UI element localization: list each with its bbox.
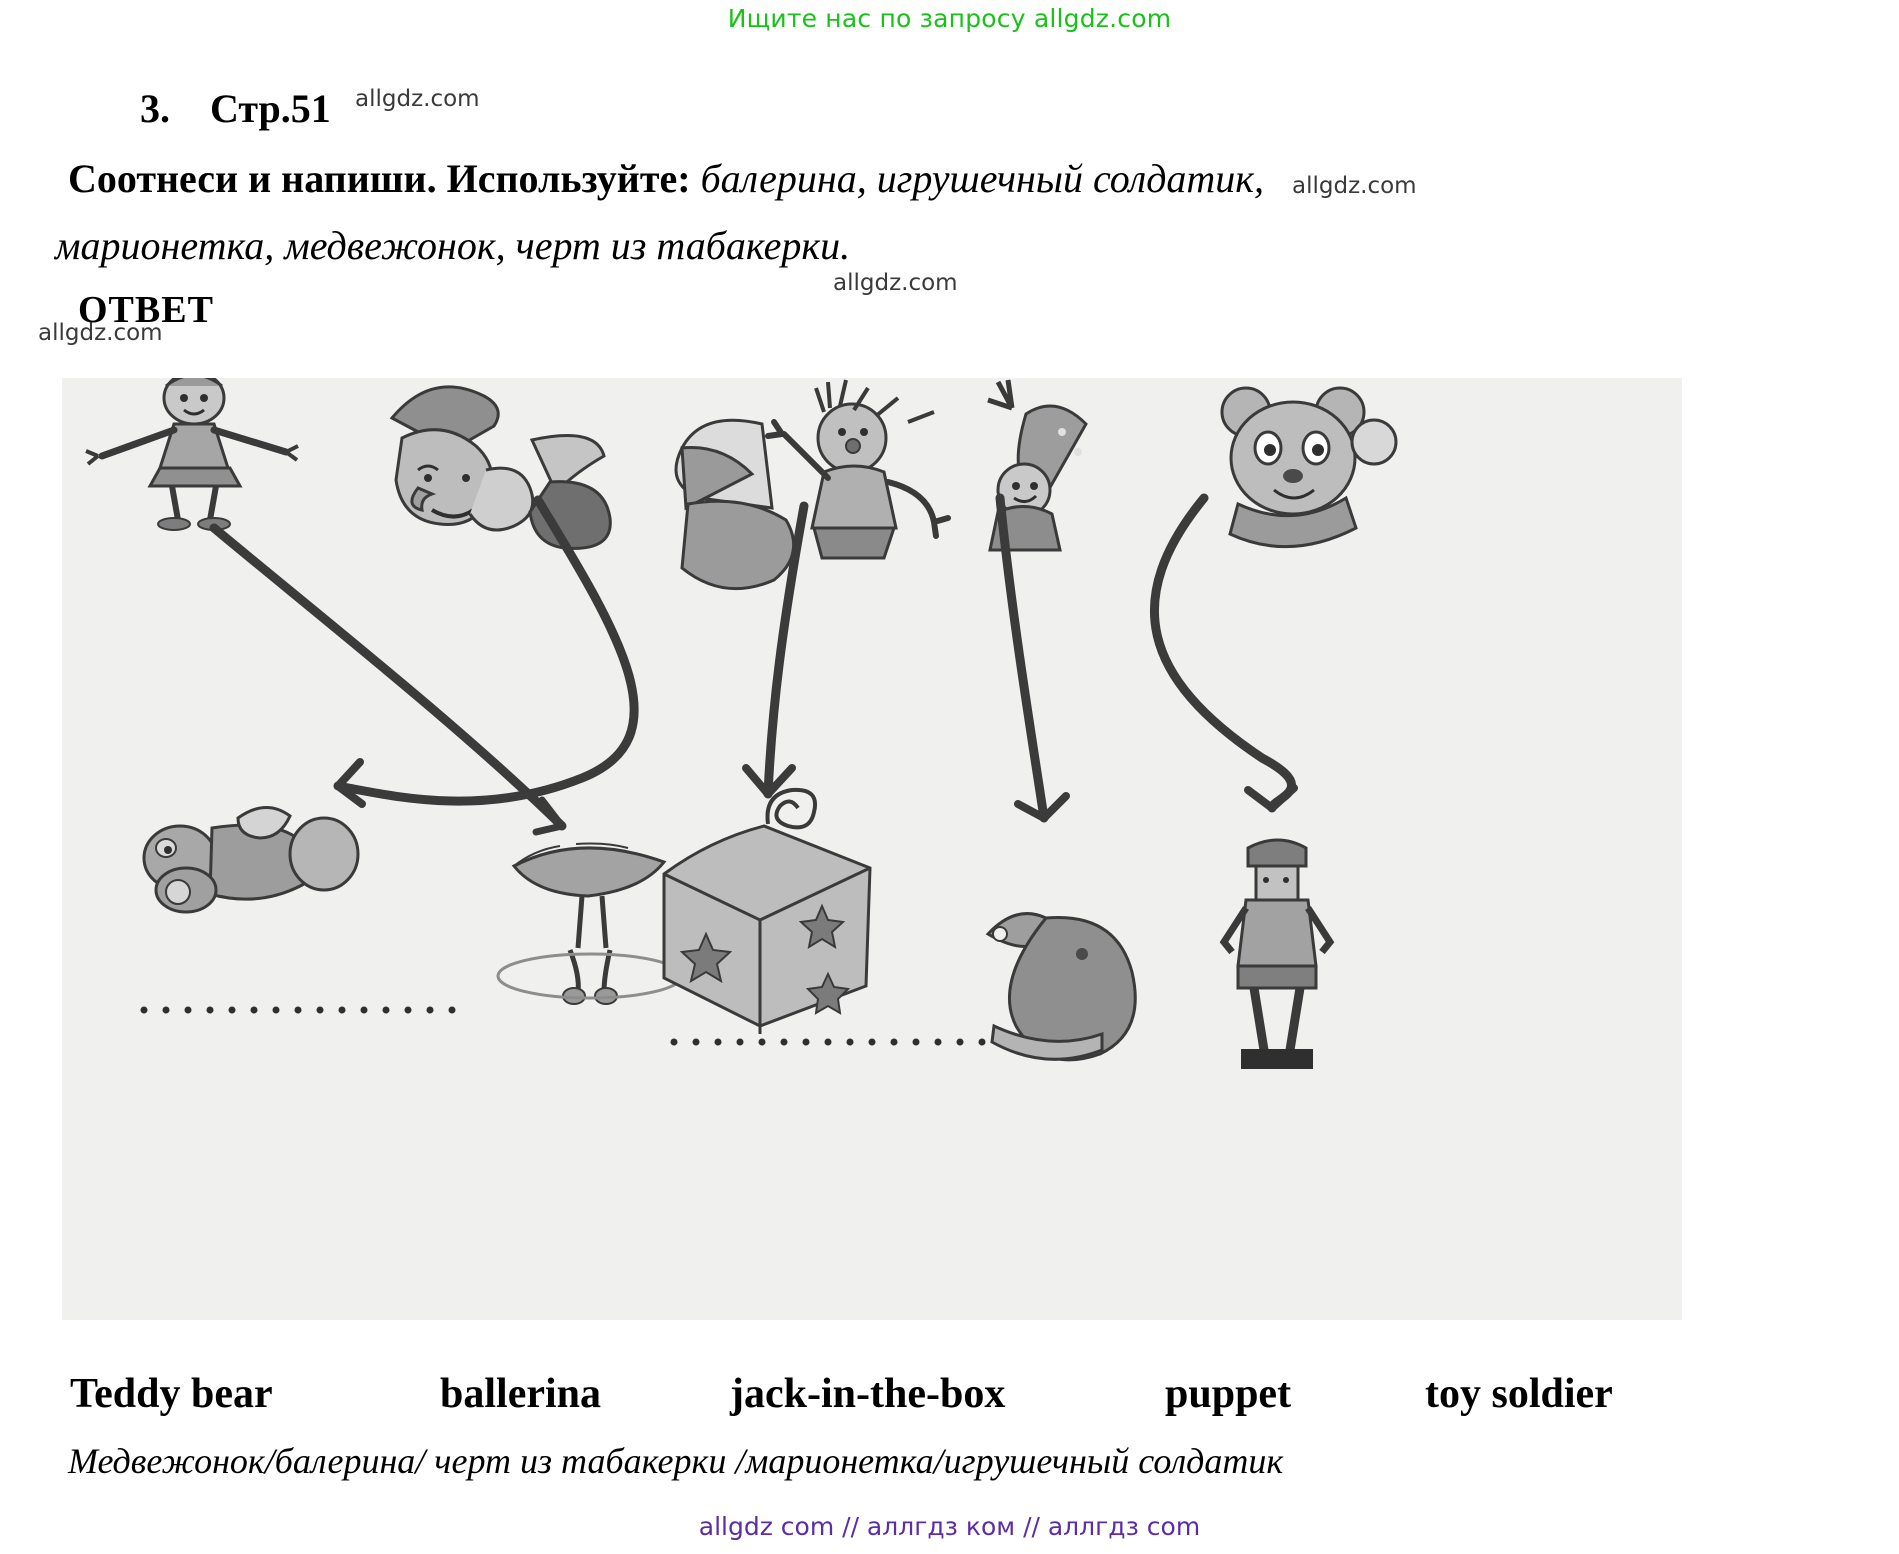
watermark: allgdz.com xyxy=(38,320,163,346)
site-banner: Ищите нас по запросу allgdz.com xyxy=(727,4,1172,33)
watermark: allgdz.com xyxy=(833,270,958,296)
footer-site-links: allgdz com // аллгдз ком // аллгдз com xyxy=(698,1512,1201,1541)
answer-word: Teddy bear xyxy=(70,1371,273,1417)
exercise-number: 3. xyxy=(140,86,170,131)
task-instruction-italic-1: балерина, игрушечный солдатик, xyxy=(690,156,1265,201)
watermark: allgdz.com xyxy=(355,86,480,112)
answer-word: ballerina xyxy=(440,1371,602,1417)
answer-word: puppet xyxy=(1165,1371,1292,1417)
task-instruction-bold: Соотнеси и напиши. Используйте: xyxy=(68,156,691,201)
blank-line-1 xyxy=(141,1007,456,1014)
exercise-page-ref: Стр.51 xyxy=(210,86,331,131)
answer-label: ОТВЕТ xyxy=(78,289,214,331)
watermark: allgdz.com xyxy=(1292,173,1417,199)
answer-translation: Медвежонок/балерина/ черт из табакерки /марионетка/игрушечный солдатик xyxy=(68,1441,1284,1481)
blank-line-2 xyxy=(671,1039,986,1046)
task-instruction-line1 xyxy=(68,155,1264,202)
task-instruction-line2: марионетка, медвежонок, черт из табакерки. xyxy=(55,223,851,268)
answer-word: toy soldier xyxy=(1425,1371,1613,1417)
answer-word: jack-in-the-box xyxy=(730,1371,1006,1417)
puppet-shape xyxy=(988,914,1135,1060)
matching-exercise-figure xyxy=(62,378,1682,1320)
